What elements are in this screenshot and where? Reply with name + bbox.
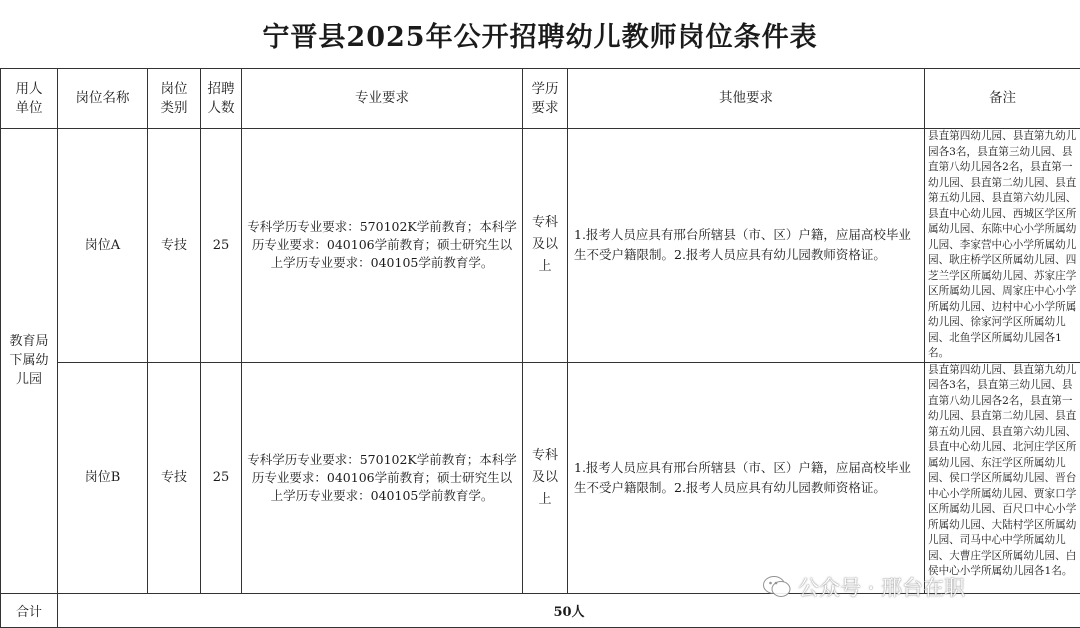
other-requirements-cell: 1.报考人员应具有邢台所辖县（市、区）户籍，应届高校毕业生不受户籍限制。2.报考人员应具有幼儿园教师资格证。 xyxy=(568,129,925,363)
education-cell: 专科 及以 上 xyxy=(523,362,568,593)
header-count: 招聘 人数 xyxy=(201,69,242,129)
page-title: 宁晋县2025年公开招聘幼儿教师岗位条件表 xyxy=(262,22,818,53)
notes-cell: 县直第四幼儿园、县直第九幼儿园各3名，县直第三幼儿园、县直第八幼儿园各2名，县直第一幼儿园、县直第二幼儿园、县直第五幼儿园、县直第六幼儿园、县直中心幼儿园、北河庄学区所属幼儿园、东汪学区所属幼儿园、侯口学区所属幼儿园、晋台中心小学所属幼儿园、贾家口学区所属幼儿园、百尺口中心小学所属幼儿园、大陆村学区所属幼儿园、司马中心中学所属幼儿园、大曹庄学区所属幼儿园、白侯中心小学所属幼儿园各1名。 xyxy=(925,362,1080,593)
table-row xyxy=(1,129,1080,363)
watermark-text: 公众号 · 邢台在职 xyxy=(798,576,966,600)
header-notes: 备注 xyxy=(925,69,1080,129)
recruitment-table xyxy=(0,68,1080,628)
total-value: 50人 xyxy=(58,593,1080,627)
post-name-cell: 岗位A xyxy=(58,129,148,363)
header-post-name: 岗位名称 xyxy=(58,69,148,129)
total-label: 合计 xyxy=(1,593,58,627)
notes-cell: 县直第四幼儿园、县直第九幼儿园各3名，县直第三幼儿园、县直第八幼儿园各2名，县直第一幼儿园、县直第二幼儿园、县直第五幼儿园、县直第六幼儿园、县直中心幼儿园、西城区学区所属幼儿园、东陈中心小学所属幼儿园、李家营中心小学所属幼儿园、耿庄桥学区所属幼儿园、四芝兰学区所属幼儿园、苏家庄学区所属幼儿园、周家庄中心小学所属幼儿园、边村中心小学所属幼儿园、徐家河学区所属幼儿园、北鱼学区所属幼儿园各1名。 xyxy=(925,129,1080,363)
count-cell: 25 xyxy=(201,362,242,593)
education-cell: 专科 及以 上 xyxy=(523,129,568,363)
other-requirements-cell: 1.报考人员应具有邢台所辖县（市、区）户籍，应届高校毕业生不受户籍限制。2.报考人员应具有幼儿园教师资格证。 xyxy=(568,362,925,593)
major-cell: 专科学历专业要求：570102K学前教育；本科学历专业要求：040106学前教育；硕士研究生以上学历专业要求：040105学前教育学。 xyxy=(242,129,523,363)
header-row xyxy=(1,69,1080,129)
count-cell: 25 xyxy=(201,129,242,363)
wechat-icon xyxy=(762,574,792,600)
header-post-type: 岗位 类别 xyxy=(148,69,201,129)
post-name-cell: 岗位B xyxy=(58,362,148,593)
post-type-cell: 专技 xyxy=(148,362,201,593)
header-major: 专业要求 xyxy=(242,69,523,129)
header-education: 学历 要求 xyxy=(523,69,568,129)
header-unit: 用人 单位 xyxy=(1,69,58,129)
unit-cell: 教育局 下属幼 儿园 xyxy=(1,129,58,594)
watermark xyxy=(762,570,965,604)
table-row xyxy=(1,362,1080,593)
major-cell: 专科学历专业要求：570102K学前教育；本科学历专业要求：040106学前教育；硕士研究生以上学历专业要求：040105学前教育学。 xyxy=(242,362,523,593)
header-other: 其他要求 xyxy=(568,69,925,129)
post-type-cell: 专技 xyxy=(148,129,201,363)
